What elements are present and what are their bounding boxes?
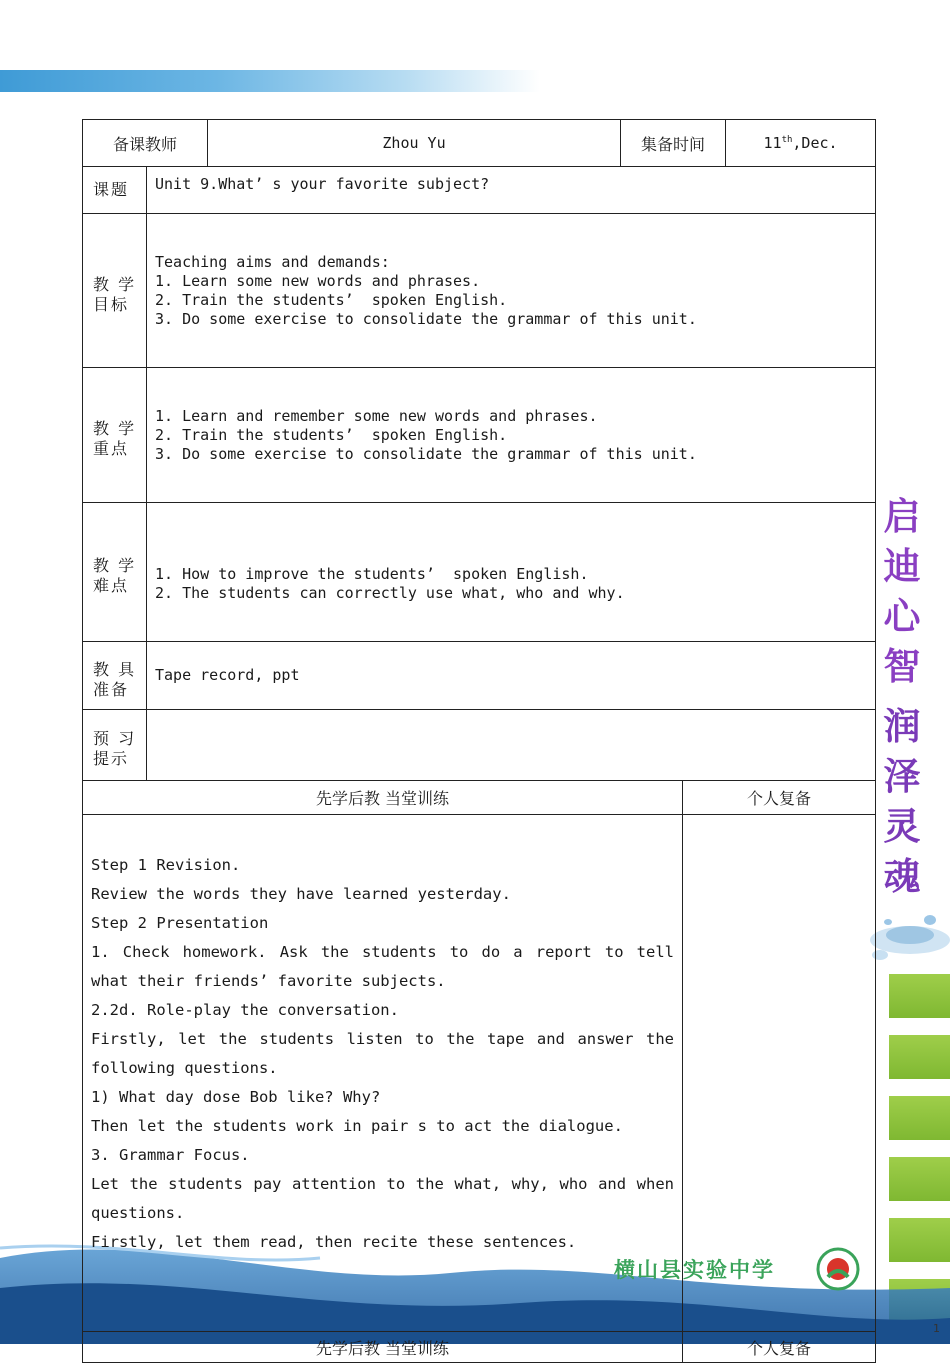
step-line: 3. Grammar Focus. <box>91 1146 250 1164</box>
green-block <box>889 1157 950 1201</box>
section-right-title: 个人复备 <box>683 781 876 815</box>
keys-label: 教 学 重点 <box>83 368 147 503</box>
step-line: 2.2d. Role-play the conversation. <box>91 1001 399 1019</box>
tools-text: Tape record, ppt <box>147 642 876 710</box>
step-line: Review the words they have learned yesterday. <box>91 885 511 903</box>
step-line: 1. Check homework. Ask the students to do a report to tell what their friends’ favorite subjects. <box>91 943 675 990</box>
teacher-label: 备课教师 <box>83 120 208 167</box>
school-name: 横山县实验中学 <box>614 1258 775 1282</box>
steps-row <box>83 815 876 1332</box>
page-number: 1 <box>933 1322 940 1335</box>
tools-label: 教 具 准备 <box>83 642 147 710</box>
topic-text: Unit 9.What’ s your favorite subject? <box>147 167 876 214</box>
section-left-title: 先学后教 当堂训练 <box>83 781 683 815</box>
step-line: Firstly, let the students listen to the tape and answer the following questions. <box>91 1030 675 1077</box>
aims-text: Teaching aims and demands: 1. Learn some new words and phrases. 2. Train the students’ spoken English. 3. Do some exercise to consolidate the grammar of this unit. <box>147 214 876 368</box>
step-line: Step 2 Presentation <box>91 914 269 932</box>
aims-label: 教 学 目标 <box>83 214 147 368</box>
step-line: Firstly, let them read, then recite these sentences. <box>91 1233 577 1251</box>
difficulties-label: 教 学 难点 <box>83 503 147 642</box>
footer-left-title: 先学后教 当堂训练 <box>83 1332 683 1363</box>
section-header-row <box>83 781 876 815</box>
difficulties-text: 1. How to improve the students’ spoken English. 2. The students can correctly use what, who and why. <box>147 503 876 642</box>
date-label: 集备时间 <box>621 120 726 167</box>
keys-row <box>83 368 876 503</box>
motto-bottom: 润泽灵魂 <box>883 705 921 898</box>
topic-label: 课题 <box>83 167 147 214</box>
footer-right-title: 个人复备 <box>683 1332 876 1363</box>
footer-section-row <box>83 1332 876 1363</box>
green-block <box>889 974 950 1018</box>
teacher-name: Zhou Yu <box>208 120 621 167</box>
preview-row <box>83 710 876 781</box>
steps-content <box>83 815 683 1332</box>
green-block <box>889 1096 950 1140</box>
green-block <box>889 1035 950 1079</box>
preview-label: 预 习 提示 <box>83 710 147 781</box>
keys-text: 1. Learn and remember some new words and phrases. 2. Train the students’ spoken English. 3. Do some exercise to consolidate the grammar of this unit. <box>147 368 876 503</box>
topic-row <box>83 167 876 214</box>
date-value: 11th,Dec. <box>726 120 876 167</box>
preview-text <box>147 710 876 781</box>
aims-row <box>83 214 876 368</box>
header-row <box>83 120 876 167</box>
tools-row <box>83 642 876 710</box>
step-line: Step 1 Revision. <box>91 856 241 874</box>
motto-top: 启迪心智 <box>883 495 921 688</box>
personal-review-cell <box>683 815 876 1332</box>
step-line: Let the students pay attention to the what, why, who and when questions. <box>91 1175 675 1222</box>
step-line: 1) What day dose Bob like? Why? <box>91 1088 381 1106</box>
header-gradient-bar <box>0 70 540 92</box>
difficulties-row <box>83 503 876 642</box>
step-line: Then let the students work in pair s to act the dialogue. <box>91 1117 623 1135</box>
lesson-plan-table <box>82 119 876 1363</box>
